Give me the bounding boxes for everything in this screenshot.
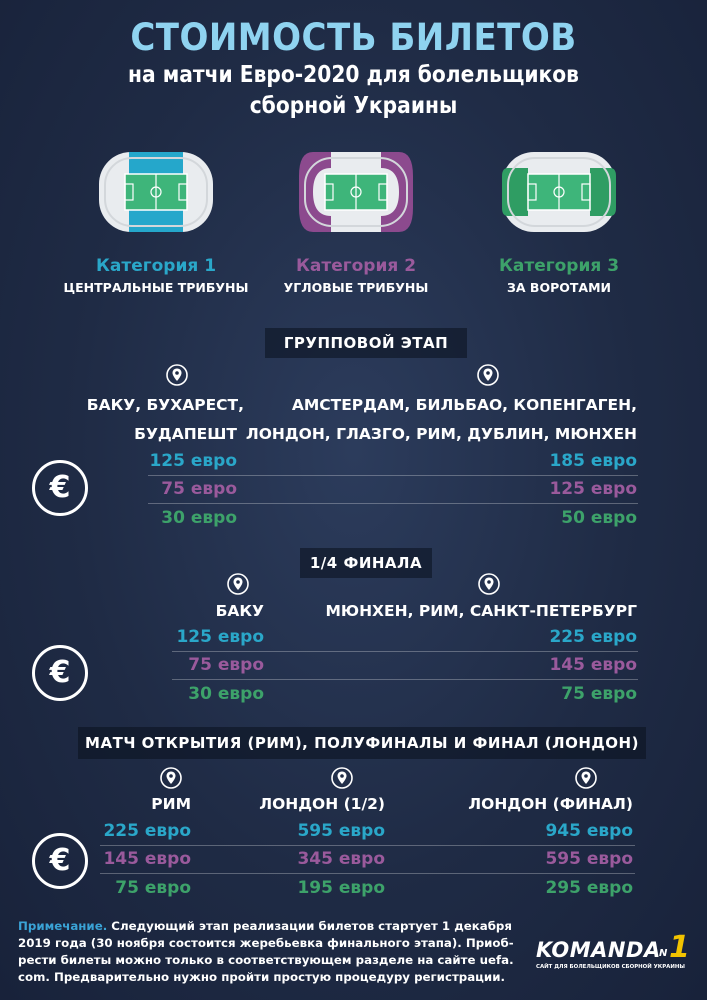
final-city-3: ЛОНДОН (ФИНАЛ)	[468, 795, 633, 813]
group-left-price-cat2: 75 евро	[161, 479, 237, 499]
category-3-title: Категория 3	[498, 256, 620, 276]
final-3-price-cat1: 945 евро	[545, 821, 633, 841]
quarter-final-title: 1/4 ФИНАЛА	[309, 554, 423, 572]
final-stage-title: МАТЧ ОТКРЫТИЯ (РИМ), ПОЛУФИНАЛЫ И ФИНАЛ (ЛОНДОН)	[85, 734, 639, 752]
final-2-price-cat2: 345 евро	[297, 849, 385, 869]
location-pin-icon	[478, 573, 500, 595]
category-2-desc: УГЛОВЫЕ ТРИБУНЫ	[283, 280, 429, 295]
location-pin-icon	[166, 364, 188, 386]
divider	[100, 845, 635, 846]
quarter-right-price-cat1: 225 евро	[549, 627, 637, 647]
group-left-city-line-1: БАКУ, БУХАРЕСТ,	[86, 396, 244, 414]
divider	[148, 503, 638, 504]
group-right-price-cat1: 185 евро	[549, 451, 637, 471]
footnote	[18, 918, 518, 986]
group-stage-title: ГРУППОВОЙ ЭТАП	[283, 334, 449, 352]
note-line-4: com. Предварительно нужно пройти простую процедуру регистрации.	[18, 970, 505, 984]
category-1-title: Категория 1	[95, 256, 217, 276]
final-3-price-cat2: 595 евро	[545, 849, 633, 869]
group-right-city-line-2: ЛОНДОН, ГЛАЗГО, РИМ, ДУБЛИН, МЮНХЕН	[245, 425, 637, 443]
category-3-desc: ЗА ВОРОТАМИ	[507, 280, 611, 295]
group-left-city-line-2: БУДАПЕШТ	[134, 425, 237, 443]
note-line-2: 2019 года (30 ноября состоится жеребьевка финального этапа). Приоб-	[18, 936, 514, 950]
group-right-price-cat2: 125 евро	[549, 479, 637, 499]
subtitle-line-1: на матчи Евро-2020 для болельщиков	[128, 62, 579, 88]
divider	[100, 873, 635, 874]
euro-icon: €	[32, 833, 88, 889]
divider	[148, 475, 638, 476]
quarter-left-price-cat2: 75 евро	[188, 655, 264, 675]
stadium-category-3-icon	[498, 146, 620, 238]
final-3-price-cat3: 295 евро	[545, 878, 633, 898]
location-pin-icon	[227, 573, 249, 595]
final-1-price-cat1: 225 евро	[103, 821, 191, 841]
quarter-left-price-cat1: 125 евро	[176, 627, 264, 647]
final-1-price-cat3: 75 евро	[115, 878, 191, 898]
divider	[172, 651, 638, 652]
group-left-price-cat1: 125 евро	[149, 451, 237, 471]
komanda-logo: KOMANDA N 1 САЙТ ДЛЯ БОЛЕЛЬЩИКОВ СБОРНОЙ УКРАИНЫ	[536, 930, 690, 970]
location-pin-icon	[160, 767, 182, 789]
final-city-1: РИМ	[151, 795, 191, 813]
final-1-price-cat2: 145 евро	[103, 849, 191, 869]
stadium-category-1-icon	[95, 146, 217, 238]
group-right-city-line-1: АМСТЕРДАМ, БИЛЬБАО, КОПЕНГАГЕН,	[291, 396, 637, 414]
quarter-right-city: МЮНХЕН, РИМ, САНКТ-ПЕТЕРБУРГ	[325, 602, 637, 620]
divider	[172, 679, 638, 680]
euro-icon: €	[32, 460, 88, 516]
note-label: Примечание.	[18, 919, 108, 933]
note-line-3: рести билеты можно только в соответствующем разделе на сайте uefa.	[18, 953, 514, 967]
group-left-price-cat3: 30 евро	[161, 508, 237, 528]
page-title: СТОИМОСТЬ БИЛЕТОВ	[130, 16, 577, 59]
euro-icon: €	[32, 645, 88, 701]
category-1-desc: ЦЕНТРАЛЬНЫЕ ТРИБУНЫ	[63, 280, 249, 295]
location-pin-icon	[477, 364, 499, 386]
final-2-price-cat3: 195 евро	[297, 878, 385, 898]
quarter-left-price-cat3: 30 евро	[188, 684, 264, 704]
final-city-2: ЛОНДОН (1/2)	[259, 795, 385, 813]
final-2-price-cat1: 595 евро	[297, 821, 385, 841]
location-pin-icon	[575, 767, 597, 789]
group-right-price-cat3: 50 евро	[561, 508, 637, 528]
category-2-title: Категория 2	[295, 256, 417, 276]
quarter-left-city: БАКУ	[215, 602, 264, 620]
location-pin-icon	[331, 767, 353, 789]
quarter-right-price-cat2: 145 евро	[549, 655, 637, 675]
subtitle-line-2: сборной Украины	[249, 93, 458, 119]
stadium-category-2-icon	[295, 146, 417, 238]
quarter-right-price-cat3: 75 евро	[561, 684, 637, 704]
note-line-1: Следующий этап реализации билетов стартует 1 декабря	[111, 919, 512, 933]
